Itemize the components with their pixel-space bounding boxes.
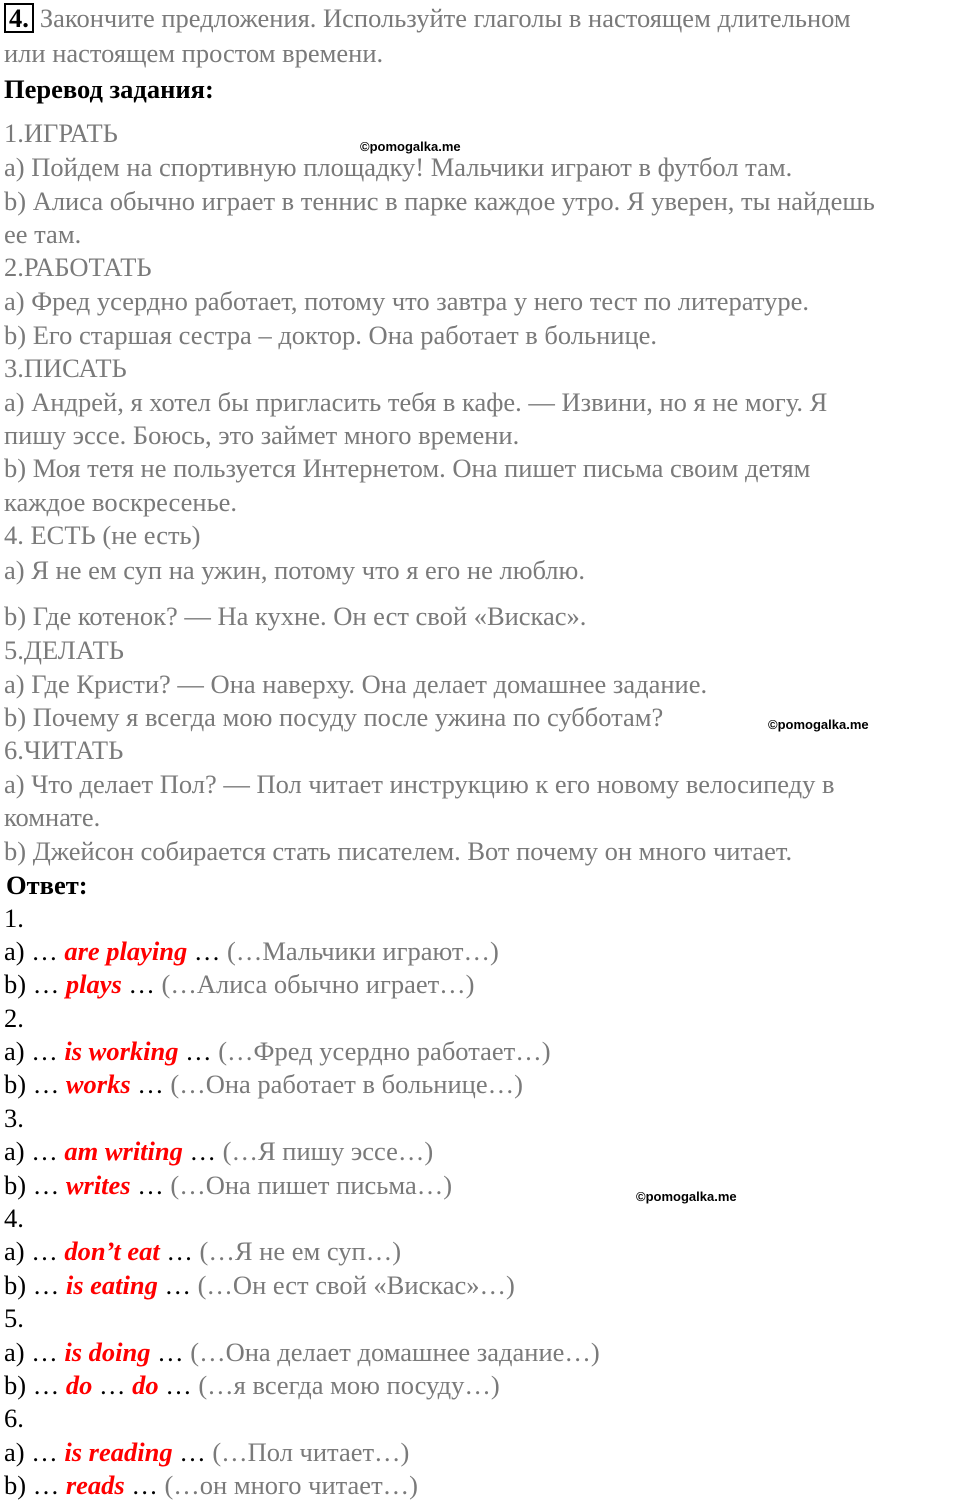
- translation-line: b) Джейсон собирается стать писателем. Вот почему он много читает.: [4, 836, 793, 866]
- answer-line: b) … works … (…Она работает в больнице…): [4, 1069, 523, 1099]
- answer-verb: is doing: [64, 1337, 151, 1367]
- answer-line: b) … reads … (…он много читает…): [4, 1470, 418, 1500]
- translation-line: пишу эссе. Боюсь, это займет много времени.: [4, 420, 520, 450]
- translation-line: 5.ДЕЛАТЬ: [4, 635, 124, 665]
- translation-line: 1.ИГРАТЬ: [4, 118, 118, 148]
- translation-line: a) Андрей, я хотел бы пригласить тебя в кафе. — Извини, но я не могу. Я: [4, 387, 828, 417]
- answer-verb: reads: [65, 1470, 125, 1500]
- translation-line: a) Я не ем суп на ужин, потому что я его не люблю.: [4, 555, 585, 585]
- translation-line: a) Пойдем на спортивную площадку! Мальчики играют в футбол там.: [4, 152, 793, 182]
- watermark: ©pomogalka.me: [768, 717, 869, 732]
- answer-number: 6.: [4, 1403, 24, 1433]
- translation-line: b) Где котенок? — На кухне. Он ест свой «Вискас».: [4, 601, 587, 631]
- answer-line: b) … plays … (…Алиса обычно играет…): [4, 969, 475, 999]
- answer-number: 5.: [4, 1303, 24, 1333]
- answer-line: a) … is reading … (…Пол читает…): [4, 1437, 410, 1467]
- answer-verb: don’t eat: [64, 1236, 160, 1266]
- answer-number: 3.: [4, 1103, 24, 1133]
- answer-line: a) … is doing … (…Она делает домашнее задание…): [4, 1337, 600, 1367]
- task-number: 4.: [4, 3, 34, 33]
- answer-verb: is eating: [65, 1270, 158, 1300]
- translation-line: a) Где Кристи? — Она наверху. Она делает домашнее задание.: [4, 669, 708, 699]
- answer-line: b) … do … do … (…я всегда мою посуду…): [4, 1370, 500, 1400]
- answer-line: a) … don’t eat … (…Я не ем суп…): [4, 1236, 402, 1266]
- answer-line: a) … is working … (…Фред усердно работает…): [4, 1036, 551, 1066]
- answer-verb: do: [65, 1370, 93, 1400]
- answer-number: 4.: [4, 1203, 24, 1233]
- answer-verb: is reading: [64, 1437, 173, 1467]
- translation-line: 2.РАБОТАТЬ: [4, 252, 152, 282]
- translation-line: 4. ЕСТЬ (не есть): [4, 520, 201, 550]
- answer-line: a) … am writing … (…Я пишу эссе…): [4, 1136, 434, 1166]
- translation-line: b) Его старшая сестра – доктор. Она работает в больнице.: [4, 320, 658, 350]
- translation-line: b) Почему я всегда мою посуду после ужина по субботам?: [4, 702, 664, 732]
- answer-verb: works: [65, 1069, 131, 1099]
- answer-verb: am writing: [64, 1136, 183, 1166]
- answer-line: a) … are playing … (…Мальчики играют…): [4, 936, 499, 966]
- answer-number: 1.: [4, 903, 24, 933]
- answer-verb: writes: [65, 1170, 131, 1200]
- translation-line: ее там.: [4, 219, 82, 249]
- translation-line: каждое воскресенье.: [4, 487, 238, 517]
- answer-verb: is working: [64, 1036, 179, 1066]
- translation-line: a) Фред усердно работает, потому что завтра у него тест по литературе.: [4, 286, 810, 316]
- translation-line: a) Что делает Пол? — Пол читает инструкцию к его новому велосипеду в: [4, 769, 835, 799]
- answer-verb: do: [132, 1370, 159, 1400]
- translation-line: 3.ПИСАТЬ: [4, 353, 127, 383]
- answer-verb: are playing: [64, 936, 188, 966]
- task-instruction-line-2: или настоящем простом времени.: [4, 38, 384, 68]
- answer-line: b) … writes … (…Она пишет письма…): [4, 1170, 453, 1200]
- translation-line: b) Алиса обычно играет в теннис в парке каждое утро. Я уверен, ты найдешь: [4, 186, 875, 216]
- translation-line: комнате.: [4, 802, 101, 832]
- answer-heading: Ответ:: [6, 870, 88, 900]
- translation-line: 6.ЧИТАТЬ: [4, 735, 124, 765]
- watermark: ©pomogalka.me: [636, 1189, 737, 1204]
- translation-line: b) Моя тетя не пользуется Интернетом. Она пишет письма своим детям: [4, 453, 811, 483]
- answer-verb: plays: [65, 969, 122, 999]
- translation-heading: Перевод задания:: [4, 74, 214, 104]
- watermark: ©pomogalka.me: [360, 139, 461, 154]
- answer-line: b) … is eating … (…Он ест свой «Вискас»…): [4, 1270, 515, 1300]
- task-instruction-line-1: 4. Закончите предложения. Используйте глаголы в настоящем длительном: [4, 3, 851, 33]
- answer-number: 2.: [4, 1003, 24, 1033]
